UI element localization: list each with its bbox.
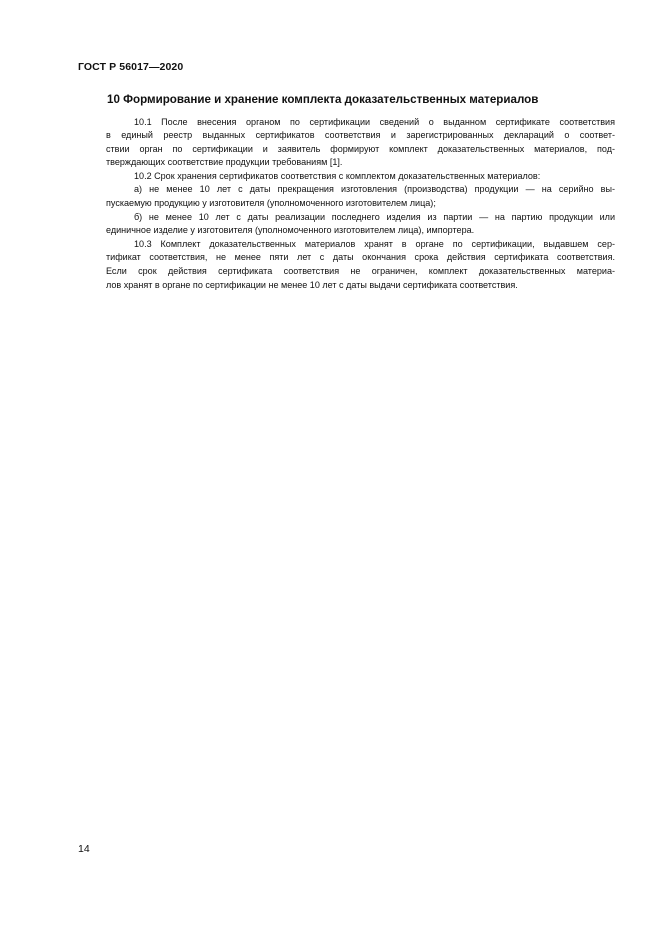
paragraph-10-1	[78, 116, 615, 170]
text-line: тификат соответствия, не менее пяти лет с даты окончания срока действия сертификата соответствия.	[106, 252, 615, 263]
text-line: Если срок действия сертификата соответствия не ограничен, комплект доказательственных материа-	[106, 266, 615, 277]
paragraph-10-2	[78, 170, 615, 184]
text-line: единичное изделие у изготовителя (уполномоченного изготовителем лица), импортера.	[106, 225, 475, 236]
paragraph-10-3	[78, 238, 615, 292]
text-line: ствии орган по сертификации и заявитель формируют комплект доказательственных материалов, под-	[106, 143, 615, 154]
text-line: 10.3 Комплект доказательственных материалов хранят в органе по сертификации, выдавшем сер-	[134, 238, 615, 249]
text-line: пускаемую продукцию у изготовителя (уполномоченного изготовителем лица);	[106, 198, 436, 209]
text-line: б) не менее 10 лет с даты реализации последнего изделия из партии — на партию продукции или	[134, 211, 615, 222]
list-item-b	[78, 211, 615, 238]
text-line: в единый реестр выданных сертификатов соответствия и зарегистрированных деклараций о соответ-	[106, 130, 615, 141]
text-line: а) не менее 10 лет с даты прекращения изготовления (производства) продукции — на серийно вы-	[134, 184, 615, 195]
section-title: 10 Формирование и хранение комплекта доказательственных материалов	[107, 93, 539, 106]
document-header: ГОСТ Р 56017—2020	[78, 61, 184, 73]
text-line: 10.2 Срок хранения сертификатов соответствия с комплектом доказательственных материалов:	[134, 170, 541, 181]
section-body	[78, 116, 615, 293]
text-line: лов хранят в органе по сертификации не менее 10 лет с даты выдачи сертификата соответствия.	[106, 279, 518, 290]
text-line: 10.1 После внесения органом по сертификации сведений о выданном сертификате соответствия	[134, 116, 615, 127]
page-number: 14	[78, 843, 90, 855]
list-item-a	[78, 183, 615, 210]
text-line: тверждающих соответствие продукции требованиям [1].	[106, 157, 343, 168]
